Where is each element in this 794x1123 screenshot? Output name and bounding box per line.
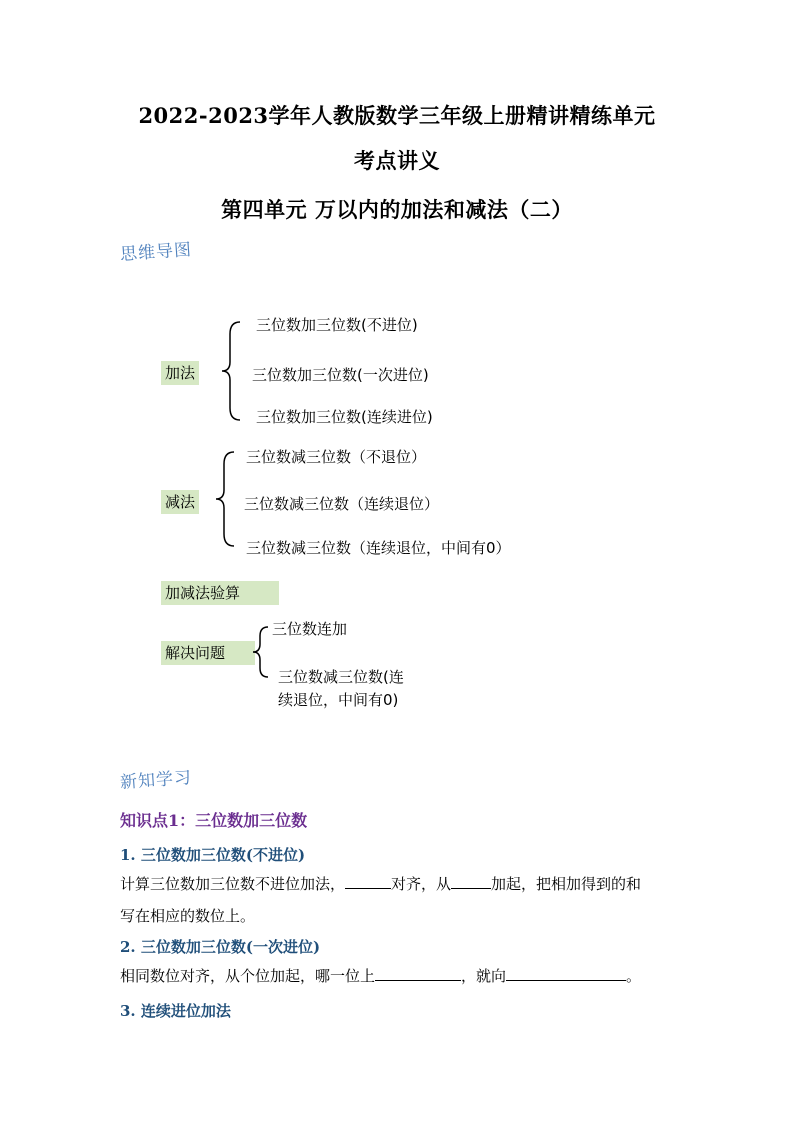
paragraph-2: [120, 960, 680, 992]
addition-brace: [218, 318, 248, 424]
mindmap-label: 思维导图: [119, 239, 193, 265]
p2-text-a: 相同数位对齐，从个位加起，哪一位上: [120, 967, 376, 985]
problems-item-3: 续退位，中间有0): [278, 691, 399, 709]
unit-title: 第四单元 万以内的加法和减法（二）: [221, 197, 573, 222]
problems-item-1: 三位数连加: [272, 620, 348, 638]
p1-text-b: 对齐，从: [391, 875, 452, 893]
doc-title-line2: 考点讲义: [354, 148, 440, 173]
blank-2[interactable]: [451, 872, 491, 889]
addition-item-1: 三位数加三位数(不进位): [256, 316, 418, 334]
check-box: 加减法验算: [161, 581, 279, 605]
subtraction-item-1: 三位数减三位数（不退位）: [246, 448, 427, 466]
p1-text-d: 写在相应的数位上。: [120, 907, 256, 925]
new-learning-label: 新知学习: [119, 767, 193, 793]
p1-text-a: 计算三位数加三位数不进位加法，: [120, 875, 346, 893]
addition-item-2: 三位数加三位数(一次进位): [252, 366, 429, 384]
problems-item-2: 三位数减三位数(连: [278, 668, 404, 686]
subtraction-item-3: 三位数减三位数（连续退位，中间有0）: [246, 539, 511, 557]
paragraph-1: [120, 868, 680, 932]
p2-text-c: 。: [626, 967, 642, 985]
problems-box: 解决问题: [161, 641, 255, 665]
subtraction-item-2: 三位数减三位数（连续退位）: [244, 495, 440, 513]
section-heading-1: 1. 三位数加三位数(不进位): [120, 846, 306, 864]
addition-box: 加法: [161, 361, 199, 385]
section-heading-3: 3. 连续进位加法: [120, 1002, 231, 1020]
blank-1[interactable]: [345, 872, 391, 889]
addition-item-3: 三位数加三位数(连续进位): [256, 408, 433, 426]
p1-text-c: 加起，把相加得到的和: [491, 875, 642, 893]
blank-4[interactable]: [506, 964, 626, 981]
subtraction-brace: [212, 448, 242, 550]
knowledge-point-title: 知识点1：三位数加三位数: [120, 811, 308, 830]
p2-text-b: ，就向: [461, 967, 507, 985]
subtraction-box: 减法: [161, 490, 199, 514]
section-heading-2: 2. 三位数加三位数(一次进位): [120, 938, 321, 956]
blank-3[interactable]: [375, 964, 461, 981]
doc-title-line1: 2022-2023学年人教版数学三年级上册精讲精练单元: [138, 103, 656, 128]
